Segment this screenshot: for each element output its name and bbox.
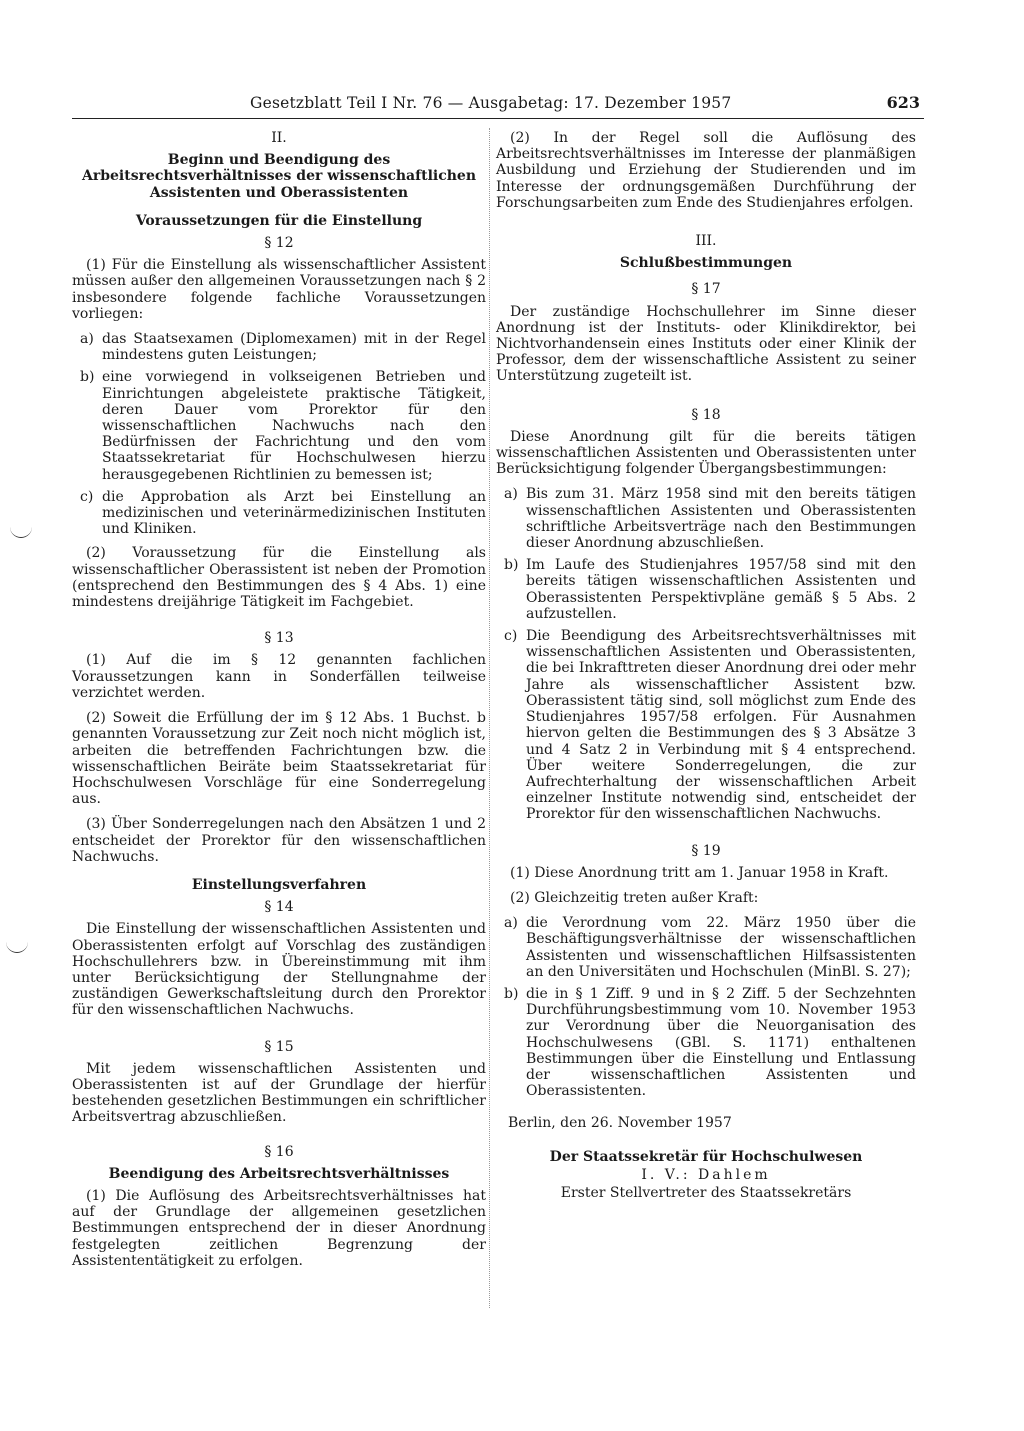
list-item [496,557,916,622]
list-item-text: die Approbation als Arzt bei Einstellung an medizinischen und veterinärmedizinischen Instituten und Kliniken. [102,488,486,538]
paragraph-18-number: § 18 [691,406,721,423]
paragraph-13-2: (2) Soweit die Erfüllung der im § 12 Abs. 1 Buchst. b genannten Voraussetzung zur Zeit noch nicht möglich ist, arbeiten die betreffenden Fachrichtungen bzw. die wissenschaftlichen Beiräte beim Staatssekretariat für Hochschulwesen Vorschläge für eine Sonderregelung aus. [72,710,486,808]
paragraph-19-1: (1) Diese Anordnung tritt am 1. Januar 1958 in Kraft. [510,864,889,881]
list-label: b) [504,557,519,574]
list-item-text: die Verordnung vom 22. März 1950 über die Beschäftigungsverhältnisse der wissenschaftlichen Assistenten und wissenschaftlichen Hilfsassistenten an den Universitäten und Hochschulen (MinBl. S. 27); [526,915,916,980]
paragraph-17-text: Der zuständige Hochschullehrer im Sinne dieser Anordnung ist der Instituts- oder Klinikdirektor, bei Nichtvorhandensein eines Instituts oder einer Klinik der Professor, dem der wissenschaftliche Assistent zu seiner Unterstützung zugeteilt ist. [496,303,916,385]
paragraph-19-number: § 19 [691,842,721,859]
left-column [72,130,486,1278]
paragraph-18-text: Diese Anordnung gilt für die bereits tätigen wissenschaftlichen Assistenten und Oberassistenten unter Berücksichtigung folgender Übergangsbestimmungen: [496,428,916,478]
section-number-ii: II. [271,130,287,146]
page-header [72,92,924,119]
subheading-beendigung: Beendigung des Arbeitsrechtsverhältnisses [108,1165,450,1182]
column-divider [489,128,490,1308]
list-label: a) [80,331,94,348]
paragraph-19-2: (2) Gleichzeitig treten außer Kraft: [510,889,759,906]
paragraph-16-number: § 16 [264,1143,294,1160]
paragraph-15-text: Mit jedem wissenschaftlichen Assistenten und Oberassistenten ist auf der Grundlage der hierfür bestehenden gesetzlichen Bestimmungen ein schriftlicher Arbeitsvertrag abzuschließen. [72,1060,486,1126]
signature-role: Erster Stellvertreter des Staatssekretärs [560,1184,852,1201]
paragraph-12-2: (2) Voraussetzung für die Einstellung als wissenschaftlicher Oberassistent ist neben der Promotion (entsprechend den Bestimmungen des § 4 Abs. 1) eine mindestens dreijährige Tätigkeit im Fachgebiet. [72,545,486,611]
paragraph-12-1: (1) Für die Einstellung als wissenschaftlicher Assistent müssen außer den allgemeinen Voraussetzungen nach § 2 insbesondere folgende fachliche Voraussetzungen vorliegen: [72,257,486,322]
list-item [72,369,486,482]
list-item [496,628,916,822]
list-item [72,489,486,538]
subheading-voraussetzungen: Voraussetzungen für die Einstellung [135,212,423,229]
signature-block [496,1148,916,1202]
header-title: Gesetzblatt Teil I Nr. 76 — Ausgabetag: 17. Dezember 1957 [250,94,732,112]
paragraph-16-2: (2) In der Regel soll die Auflösung des Arbeitsrechtsverhältnisses im Interesse der planmäßigen Ausbildung und Erziehung der Studierenden und im Interesse der ordnungsgemäßen Durchführung der Forschungsarbeiten zum Ende des Studienjahres erfolgen. [496,130,916,211]
list-label: a) [504,486,518,503]
signature-office: Der Staatssekretär für Hochschulwesen [549,1148,863,1165]
list-item [496,915,916,980]
list-label: a) [504,915,518,932]
paragraph-13-1: (1) Auf die im § 12 genannten fachlichen Voraussetzungen kann in Sonderfällen teilweise verzichtet werden. [72,652,486,701]
subheading-einstellungsverfahren: Einstellungsverfahren [191,876,367,893]
paragraph-14-text: Die Einstellung der wissenschaftlichen Assistenten und Oberassistenten erfolgt auf Vorschlag des zuständigen Hochschullehrers bzw. in Übereinstimmung mit ihm unter Berücksichtigung der Stellungnahme der zuständigen Gewerkschaftsleitung durch den Prorektor für den wissenschaftlichen Nachwuchs. [72,921,486,1019]
margin-mark-2 [6,942,28,953]
paragraph-12-number: § 12 [264,235,294,252]
paragraph-13-number: § 13 [264,630,294,647]
section-number-iii: III. [695,233,717,250]
paragraph-12-list [72,331,486,537]
list-item-text: Im Laufe des Studienjahres 1957/58 sind mit den bereits tätigen wissenschaftlichen Assistenten und Oberassistenten Perspektivpläne gemäß § 5 Abs. 2 aufzustellen. [526,557,916,622]
section-title-ii: Beginn und Beendigung des Arbeitsrechtsverhältnisses der wissenschaftlichen Assistenten und Oberassistenten [81,152,477,201]
list-item [72,331,486,363]
list-item [496,486,916,551]
list-label: b) [80,369,95,386]
list-item-text: eine vorwiegend in volkseigenen Betrieben und Einrichtungen abgeleistete praktische Tätigkeit, deren Dauer vom Prorektor für den wissenschaftlichen Nachwuchs nach den Bedürfnissen der Fachrichtung und den vom Staatssekretariat für Hochschulwesen hierzu herausgegebenen Richtlinien zu bemessen ist; [102,369,486,483]
list-label: b) [504,985,519,1002]
section-title-iii: Schlußbestimmungen [619,255,793,272]
list-item-text: das Staatsexamen (Diplomexamen) mit in der Regel mindestens guten Leistungen; [102,331,486,364]
paragraph-18-list [496,486,916,822]
paragraph-17-number: § 17 [691,281,721,298]
list-item-text: Die Beendigung des Arbeitsrechtsverhältnisses mit wissenschaftlichen Assistenten und Oberassistenten, die bei Inkrafttreten dieser Anordnung drei oder mehr Jahre als wissenschaftlicher Assistent bzw. Oberassistent tätig sind, soll möglichst zum Ende des Studienjahres 1957/58 erfolgen. Für Ausnahmen hiervon gelten die Bestimmungen des § 3 Absätze 3 und 4 Satz 2 in Verbindung mit § 4 entsprechend. Über weitere Sonderregelungen, die zur Aufrechterhaltung der wissenschaftlichen Arbeit einzelner Institute notwendig sind, entscheidet der Prorektor für den wissenschaftlichen Nachwuchs. [526,628,916,823]
right-column [496,130,916,1202]
list-label: c) [504,628,518,645]
margin-mark-1 [10,527,32,538]
list-item-text: Bis zum 31. März 1958 sind mit den bereits tätigen wissenschaftlichen Assistenten und Oberassistenten schriftliche Arbeitsverträge nach den Bestimmungen dieser Anordnung abzuschließen. [526,486,916,552]
list-item [496,986,916,1099]
paragraph-13-3: (3) Über Sonderregelungen nach den Absätzen 1 und 2 entscheidet der Prorektor für den wissenschaftlichen Nachwuchs. [72,816,486,865]
paragraph-16-1: (1) Die Auflösung des Arbeitsrechtsverhältnisses hat auf der Grundlage der allgemeinen gesetzlichen Bestimmungen entsprechend der in dieser Anordnung festgelegten zeitlichen Begrenzung der Assistententätigkeit zu erfolgen. [72,1187,486,1269]
list-label: c) [80,488,94,505]
paragraph-15-number: § 15 [264,1038,294,1055]
paragraph-14-number: § 14 [264,899,294,916]
page-number: 623 [886,93,920,112]
paragraph-19-list [496,915,916,1099]
place-and-date: Berlin, den 26. November 1957 [508,1115,732,1132]
signature-name: I. V.: Dahlem [641,1166,771,1183]
list-item-text: die in § 1 Ziff. 9 und in § 2 Ziff. 5 der Sechzehnten Durchführungsbestimmung vom 10. November 1953 zur Verordnung über die Neuorganisation des Hochschulwesens (GBl. S. 1171) enthaltenen Bestimmungen über die Einstellung und Entlassung der wissenschaftlichen Assistenten und Oberassistenten. [526,985,916,1100]
